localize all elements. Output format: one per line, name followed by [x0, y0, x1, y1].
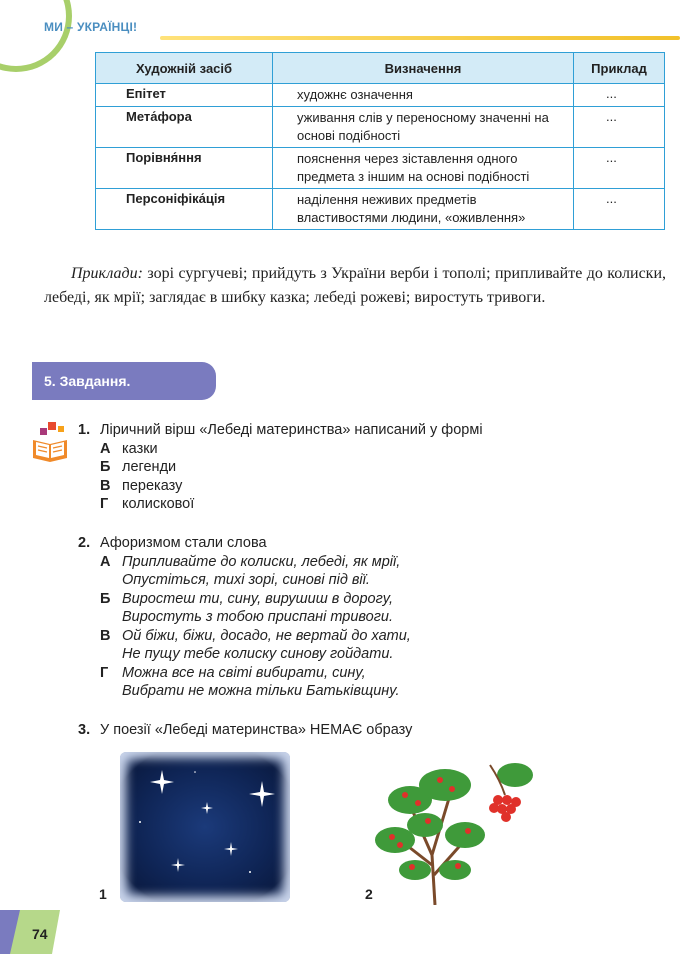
footer-decoration [0, 910, 60, 954]
image-label-2: 2 [365, 886, 373, 902]
examples-paragraph [44, 262, 666, 310]
question-number: 3. [78, 722, 91, 738]
chapter-title: МИ – УКРАЇНЦІ! [44, 20, 138, 34]
answer-option: А Припливайте до колиски, лебеді, як мрії, Опустіться, тихі зорі, синові під вії. [100, 553, 401, 588]
starry-sky-image [120, 752, 290, 902]
device-definition: наділення неживих предметів властивостями людини, «оживлення» [273, 189, 574, 230]
answer-option: В Ой біжи, біжи, досадо, не вертай до хати, Не пущу тебе колиску синову гойдати. [100, 627, 411, 662]
device-definition: пояснення через зіставлення одного предмета з іншим на основі подібності [273, 148, 574, 189]
device-term: Персоніфіка́ція [96, 189, 273, 230]
examples-lead: Приклади: [71, 265, 143, 282]
table-row [96, 84, 665, 107]
device-term: Порівня́ння [96, 148, 273, 189]
viburnum-bush-image [370, 745, 540, 905]
device-example: ... [574, 84, 665, 107]
table-header-row [96, 53, 665, 84]
open-book-icon [30, 420, 70, 462]
corner-decoration [0, 0, 72, 72]
page-number: 74 [32, 926, 48, 942]
question-text: Афоризмом стали слова [100, 535, 267, 551]
question-text: У поезії «Лебеді материнства» НЕМАЄ образу [100, 722, 413, 738]
question-text: Ліричний вірш «Лебеді материнства» написаний у формі [100, 422, 483, 438]
col-header-definition: Визначення [273, 53, 574, 84]
header-divider [160, 36, 680, 40]
device-example: ... [574, 189, 665, 230]
literary-devices-table [95, 52, 665, 230]
device-example: ... [574, 107, 665, 148]
question-3 [78, 721, 412, 740]
device-example: ... [574, 148, 665, 189]
section-header: 5. Завдання. [32, 362, 216, 400]
table-row [96, 148, 665, 189]
device-definition: художнє означення [273, 84, 574, 107]
answer-option: А казки [100, 440, 158, 457]
star-icon [120, 752, 290, 902]
question-1 [78, 421, 483, 514]
question-2 [78, 534, 411, 701]
col-header-device: Художній засіб [96, 53, 273, 84]
table-row [96, 189, 665, 230]
device-term: Мета́фора [96, 107, 273, 148]
answer-option: Б Виростеш ти, сину, вирушиш в дорогу, Виростуть з тобою приспані тривоги. [100, 590, 394, 625]
image-label-1: 1 [99, 886, 107, 902]
device-definition: уживання слів у переносному значенні на основі подібності [273, 107, 574, 148]
answer-option: В переказу [100, 477, 183, 494]
table-row [96, 107, 665, 148]
answer-option: Г колискової [100, 496, 195, 512]
answer-option: Г Можна все на світі вибирати, сину, Вибрати не можна тільки Батьківщину. [100, 664, 400, 699]
examples-text: зорі сургучеві; прийдуть з України верби і тополі; припливайте до колиски, лебеді, як мрії; заглядає в шибку казка; лебеді рожеві; виростуть тривоги. [44, 265, 666, 306]
device-term: Епітет [96, 84, 273, 107]
question-number: 2. [78, 535, 91, 551]
col-header-example: Приклад [574, 53, 665, 84]
answer-option: Б легенди [100, 459, 177, 475]
question-number: 1. [78, 422, 91, 438]
